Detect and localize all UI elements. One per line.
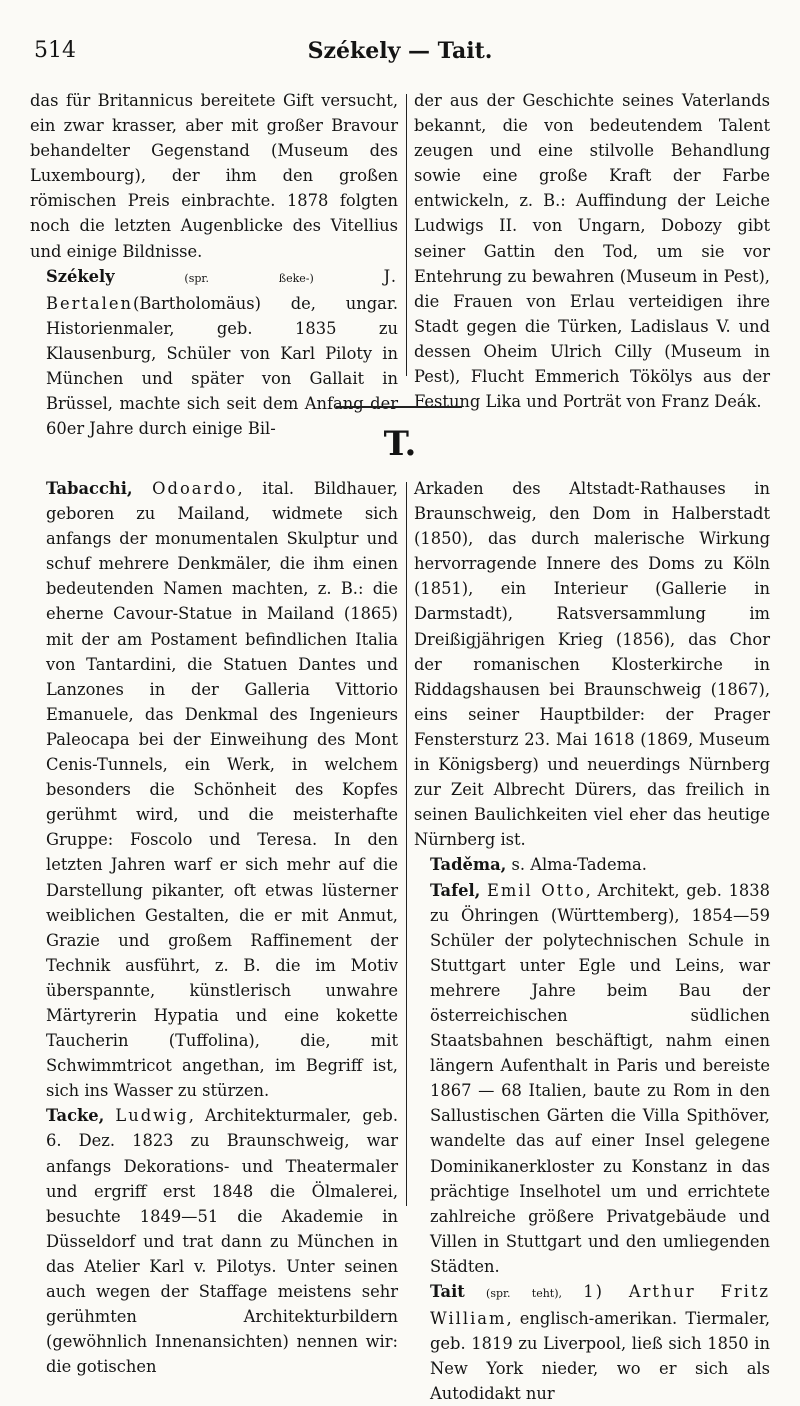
section-separator <box>336 406 462 408</box>
dictionary-entry <box>414 852 770 877</box>
column-bottom-right <box>414 476 770 1404</box>
entry-text: , Architekt, geb. 1838 zu Öhringen (Württemberg), 1854—59 Schüler der polytechnischen Schule in Stuttgart unter Egle und Leins, war mehrere Jahre beim Bau der österreichischen südlichen Staatsbahnen beschäftigt, nahm einen längern Aufenthalt in Paris und bereiste 1867 — 68 Italien, baute zu Rom in den Sallustischen Gärten die Villa Spithöver, wandelte das auf einer Insel gelegene Dominikanerkloster zu Konstanz in das prächtige Inselhotel um und errichtete zahlreiche größere Privatgebäude und Villen in Stuttgart und den umliegenden Städten. <box>430 880 770 1276</box>
running-header <box>30 38 770 72</box>
dictionary-entry <box>414 878 770 1280</box>
entry-name: Ludwig <box>115 1106 189 1126</box>
entry-headword: Tabacchi, <box>46 479 133 498</box>
entry-headword: Tait <box>430 1282 465 1301</box>
entry-name: 1) Arthur Fritz William <box>430 1282 770 1329</box>
column-top-right <box>414 88 770 412</box>
dictionary-entry <box>30 1103 398 1379</box>
entry-text: , Architekturmaler, geb. 6. Dez. 1823 zu Braunschweig, war anfangs Dekorations- und Theatermaler und ergriff erst 1848 die Ölmalerei, besuchte 1849—51 die Akademie in Düsseldorf und trat dann zu München in das Atelier Karl v. Pilotys. Unter seinen auch wegen der Staffage meistens sehr gerühmten Architekturbildern (gewöhnlich Innenansichten) nennen wir: die gotischen <box>46 1106 398 1377</box>
entry-headword: Tacke, <box>46 1106 105 1126</box>
dictionary-entry <box>414 1279 770 1406</box>
column-divider-top <box>406 94 407 376</box>
pronunciation: (spr. ßeke-) <box>114 271 384 285</box>
dictionary-entry <box>30 264 398 442</box>
paragraph: Arkaden des Altstadt-Rathauses in Braunschweig, den Dom in Halberstadt (1850), das durch malerische Wirkung hervorragende Innere des Doms zu Köln (1851), ein Interieur (Gallerie in Darmstadt), Ratsversammlung im Dreißigjährigen Krieg (1856), das Chor der romanischen Klosterkirche in Riddagshausen bei Braunschweig (1867), eins seiner Hauptbilder: der Prager Fenstersturz 23. Mai 1618 (1869, Museum in Königsberg) und neuerdings Nürnberg zur Zeit Albrecht Dürers, das freilich in seinen Baulichkeiten viel eher das heutige Nürnberg ist. <box>414 479 770 850</box>
entry-text: (Bartholomäus) de, ungar. Historienmaler, geb. 1835 zu Klausenburg, Schüler von Karl Piloty in München und später von Gallait in Brüssel, machte sich seit dem Anfang der 60er Jahre durch einige Bil- <box>46 293 398 439</box>
column-bottom-left <box>30 476 398 1377</box>
entry-name: Odoardo <box>152 479 238 498</box>
dictionary-entry <box>30 476 398 1103</box>
section-letter: T. <box>383 424 417 464</box>
entry-text: , englisch-amerikan. Tiermaler, geb. 1819 zu Liverpool, ließ sich 1850 in New York nieder, wo er sich als Autodidakt nur <box>430 1309 770 1404</box>
running-title: Székely — Tait. <box>307 38 493 64</box>
entry-headword: Taděma, <box>430 855 507 875</box>
entry-text: , ital. Bildhauer, geboren zu Mailand, widmete sich anfangs der monumentalen Skulptur und schuf mehrere Denkmäler, die ihm einen bedeutenden Namen machten, z. B.: die eherne Cavour-Statue in Mailand (1865) mit der am Postament befindlichen Italia von Tantardini, die Statuen Dantes und Lanzones in der Galleria Vittorio Emanuele, das Denkmal des Ingenieurs Paleocapa bei der Einweihung des Mont Cenis-Tunnels, ein Werk, in welchem besonders die Schönheit des Kopfes gerühmt wird, und die meisterhafte Gruppe: Foscolo und Teresa. In den letzten Jahren warf er sich mehr auf die Darstellung pikanter, oft etwas lüsterner weiblichen Gestalten, die er mit Anmut, Grazie und großem Raffinement der Technik ausführt, z. B. die im Motiv überspannte, künstlerisch unwahre Märtyrerin Hypatia und eine kokette Taucherin (Tuffolina), die, mit Schwimmtricot angethan, im Begriff ist, sich ins Wasser zu stürzen. <box>46 479 398 1101</box>
page-number: 514 <box>34 38 76 63</box>
entry-name: J. Bertalen <box>46 266 398 313</box>
column-top-left <box>30 88 398 439</box>
entry-name: Emil Otto <box>487 880 586 900</box>
paragraph: das für Britannicus bereitete Gift versucht, ein zwar krasser, aber mit großer Bravour behandelter Gegenstand (Museum des Luxembourg), der ihm den großen römischen Preis einbrachte. 1878 folgten noch die letzten Augenblicke des Vitellius und einige Bildnisse. <box>30 91 398 261</box>
pronunciation: (spr. teht), <box>464 1287 584 1300</box>
entry-headword: Székely <box>46 266 115 286</box>
paragraph: der aus der Geschichte seines Vaterlands bekannt, die von bedeutendem Talent zeugen und eine stilvolle Behandlung sowie eine große Kraft der Farbe entwickeln, z. B.: Auffindung der Leiche Ludwigs II. von Ungarn, Dobozy gibt seiner Gattin den Tod, um sie vor Entehrung zu bewahren (Museum in Pest), die Frauen von Erlau verteidigen ihre Stadt gegen die Türken, Ladislaus V. und dessen Oheim Ulrich Cilly (Museum in Pest), Flucht Emmerich Tökölys aus der Festung Lika und Porträt von Franz Deák. <box>414 91 770 412</box>
column-divider-bottom <box>406 482 407 1206</box>
entry-headword: Tafel, <box>430 880 481 900</box>
entry-text: s. Alma-Tadema. <box>511 855 647 875</box>
